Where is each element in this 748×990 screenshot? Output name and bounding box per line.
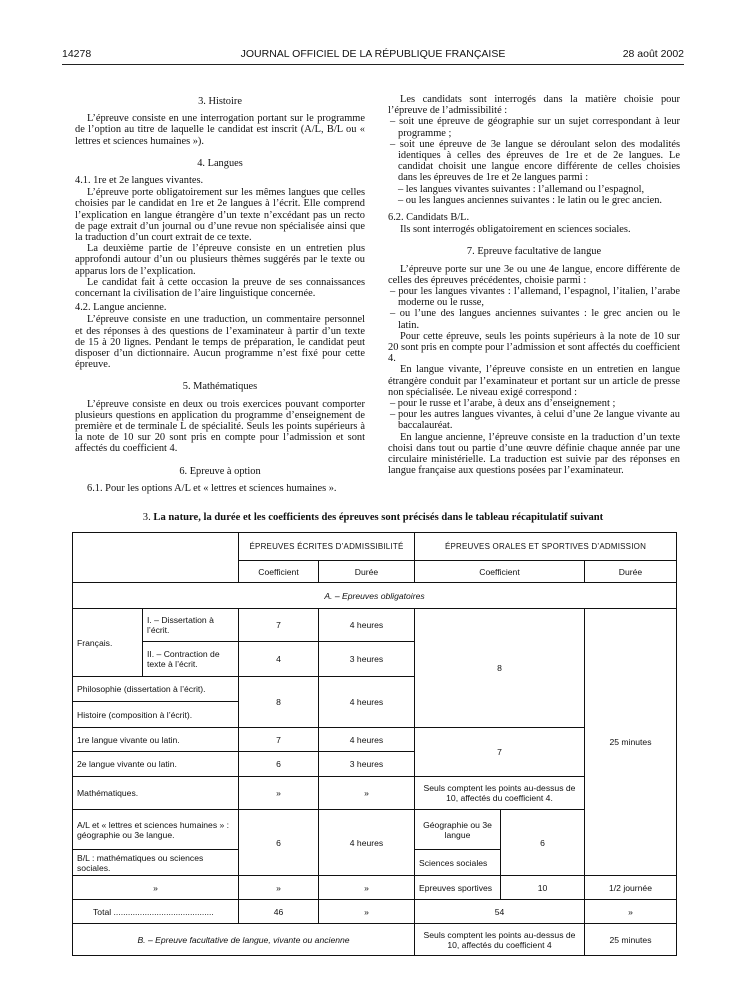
cell: Sciences sociales bbox=[415, 850, 501, 876]
cell: 25 minutes bbox=[585, 609, 677, 876]
list-item: – pour les langues vivantes : l’allemand, l’espagnol, l’italien, l’arabe moderne ou le russe, bbox=[390, 286, 680, 309]
header-rule bbox=[62, 64, 684, 65]
subsection-title: 4.1. 1re et 2e langues vivantes. bbox=[75, 175, 204, 187]
list-item: – ou l’une des langues anciennes suivantes : le grec ancien ou le latin. bbox=[390, 308, 680, 331]
row-label: 1re langue vivante ou latin. bbox=[73, 728, 239, 752]
list-item: – ou les langues anciennes suivantes : le latin ou le grec ancien. bbox=[398, 194, 663, 206]
subsection-title: 6.1. Pour les options A/L et « lettres et sciences humaines ». bbox=[87, 482, 337, 494]
right-column bbox=[388, 96, 680, 477]
header-duration: Durée bbox=[585, 561, 677, 583]
paragraph: L’épreuve consiste en une interrogation portant sur le programme de l’option au titre de laquelle le candidat est inscrit (A/L, B/L ou « lettres et sciences humaines »). bbox=[75, 113, 365, 147]
cell: 4 bbox=[239, 642, 319, 677]
caption-number: 3. bbox=[142, 512, 151, 523]
cell: 8 bbox=[415, 609, 585, 728]
cell: 7 bbox=[415, 728, 585, 777]
subsection-title: 6.2. Candidats B/L. bbox=[388, 212, 470, 224]
section-a-row: A. – Epreuves obligatoires bbox=[73, 583, 677, 609]
header-coefficient: Coefficient bbox=[415, 561, 585, 583]
caption-text: La nature, la durée et les coefficients des épreuves sont précisés dans le tableau récapitulatif suivant bbox=[153, 512, 604, 523]
cell: 6 bbox=[239, 752, 319, 777]
paragraph: En langue vivante, l’épreuve consiste en un entretien en langue étrangère conduit par l’examinateur et portant sur un article de presse non spécialisée. Le niveau exigé correspond : bbox=[388, 364, 680, 398]
cell: » bbox=[319, 900, 415, 924]
cell: 7 bbox=[239, 728, 319, 752]
cell: 4 heures bbox=[319, 728, 415, 752]
empty-header-cell bbox=[73, 533, 239, 583]
paragraph: L’épreuve porte obligatoirement sur les mêmes langues que celles choisies par le candidat en 1re et 2e langues à l’écrit. Elle comprend l’explication en langue étrangère d’un texte n’excédant pas un recto de page extrait d’un journal ou d’une revue non spécialisée ainsi que la traduction d’un court extrait de ce texte. bbox=[75, 187, 365, 244]
paragraph: Ils sont interrogés obligatoirement en sciences sociales. bbox=[400, 224, 631, 236]
cell: 4 heures bbox=[319, 810, 415, 876]
total-label: Total .......................................... bbox=[73, 900, 239, 924]
row-label: Philosophie (dissertation à l’écrit). bbox=[73, 677, 239, 702]
cell: » bbox=[239, 777, 319, 810]
cell: 4 heures bbox=[319, 677, 415, 728]
list-item: – les langues vivantes suivantes : l’allemand ou l’espagnol, bbox=[398, 183, 645, 195]
cell: » bbox=[239, 876, 319, 900]
header-duration: Durée bbox=[319, 561, 415, 583]
cell: 10 bbox=[501, 876, 585, 900]
journal-title: JOURNAL OFFICIEL DE LA RÉPUBLIQUE FRANÇAISE bbox=[240, 48, 506, 60]
cell: 54 bbox=[415, 900, 585, 924]
cell: 46 bbox=[239, 900, 319, 924]
cell: 6 bbox=[239, 810, 319, 876]
cell: » bbox=[73, 876, 239, 900]
cell: 3 heures bbox=[319, 752, 415, 777]
cell: 3 heures bbox=[319, 642, 415, 677]
row-label: B/L : mathématiques ou sciences sociales. bbox=[73, 850, 239, 876]
paragraph: L’épreuve consiste en deux ou trois exercices pouvant comporter plusieurs questions en application du programme d’enseignement de première et de terminale L de spécialité. Seuls les points supérieurs à la note de 10 sur 20 sont pris en compte pour l’admission et sont affectés du coefficient 4. bbox=[75, 398, 365, 455]
list-item: – soit une épreuve de géographie sur un sujet correspondant à leur programme ; bbox=[390, 116, 680, 139]
header-written: ÉPREUVES ÉCRITES D’ADMISSIBILITÉ bbox=[239, 533, 415, 561]
cell: 1/2 journée bbox=[585, 876, 677, 900]
cell: Géographie ou 3e langue bbox=[415, 810, 501, 850]
cell: » bbox=[319, 777, 415, 810]
section-title: 7. Epreuve facultative de langue bbox=[466, 246, 602, 258]
cell: 4 heures bbox=[319, 609, 415, 642]
cell: 6 bbox=[501, 810, 585, 876]
paragraph: Les candidats sont interrogés dans la matière choisie pour l’épreuve de l’admissibilité : bbox=[388, 94, 680, 117]
header-coefficient: Coefficient bbox=[239, 561, 319, 583]
cell: Epreuves sportives bbox=[415, 876, 501, 900]
section-title: 5. Mathématiques bbox=[182, 381, 258, 393]
page-number: 14278 bbox=[62, 48, 92, 60]
table-caption bbox=[62, 512, 684, 523]
page-header bbox=[62, 48, 684, 62]
cell: 8 bbox=[239, 677, 319, 728]
section-title: 3. Histoire bbox=[198, 96, 242, 107]
left-column bbox=[75, 96, 365, 494]
paragraph: L’épreuve consiste en une traduction, un commentaire personnel et des réponses à des questions de l’examinateur à partir d’un texte de 15 à 20 lignes. Pendant le temps de préparation, le candidat peut disposer d’un dictionnaire. Aucun programme n’est fixé pour cette épreuve. bbox=[75, 314, 365, 371]
cell: 7 bbox=[239, 609, 319, 642]
paragraph: Pour cette épreuve, seuls les points supérieurs à la note de 10 sur 20 sont pris en compte pour l’admission et sont affectés du coefficient 4. bbox=[388, 330, 680, 365]
cell: » bbox=[319, 876, 415, 900]
cell: 25 minutes bbox=[585, 924, 677, 956]
paragraph: La deuxième partie de l’épreuve consiste en un entretien plus approfondi autour d’un ou plusieurs thèmes suggérés par le texte ou apparus lors de l’explication. bbox=[75, 243, 365, 277]
row-label: Mathématiques. bbox=[73, 777, 239, 810]
list-item: – pour les autres langues vivantes, à celui d’une 2e langue vivante au baccalauréat. bbox=[390, 409, 680, 432]
cell: Seuls comptent les points au-dessus de 10, affectés du coefficient 4 bbox=[415, 924, 585, 956]
row-label: II. – Contraction de texte à l’écrit. bbox=[143, 642, 239, 677]
header-oral: ÉPREUVES ORALES ET SPORTIVES D’ADMISSION bbox=[415, 533, 677, 561]
section-title: 6. Epreuve à option bbox=[179, 465, 261, 477]
subsection-title: 4.2. Langue ancienne. bbox=[75, 302, 167, 314]
issue-date: 28 août 2002 bbox=[622, 48, 684, 60]
list-item: – pour le russe et l’arabe, à deux ans d’enseignement ; bbox=[390, 398, 616, 410]
row-label: A/L et « lettres et sciences humaines » : géographie ou 3e langue. bbox=[73, 810, 239, 850]
summary-table bbox=[72, 532, 677, 956]
paragraph: En langue ancienne, l’épreuve consiste en la traduction d’un texte choisi dans tout ou partie d’une œuvre définie chaque année par une circulaire ministérielle. La traduction est suivie par des réponses en langue française aux questions posées par l’examinateur. bbox=[388, 431, 680, 477]
cell: » bbox=[585, 900, 677, 924]
row-label: 2e langue vivante ou latin. bbox=[73, 752, 239, 777]
cell: Seuls comptent les points au-dessus de 10, affectés du coefficient 4. bbox=[415, 777, 585, 810]
section-b-row: B. – Epreuve facultative de langue, vivante ou ancienne bbox=[73, 924, 415, 956]
paragraph: L’épreuve porte sur une 3e ou une 4e langue, encore différente de celles des épreuves précédentes, choisie parmi : bbox=[388, 263, 680, 286]
row-label: Français. bbox=[73, 609, 143, 677]
paragraph: Le candidat fait à cette occasion la preuve de ses connaissances concernant la civilisation de l’aire linguistique concernée. bbox=[75, 276, 365, 300]
row-label: I. – Dissertation à l’écrit. bbox=[143, 609, 239, 642]
list-item: – soit une épreuve de 3e langue se déroulant selon des modalités identiques à celles des épreuves de 1re et de 2e langues. Le candidat choisit une langue encore différente de celles choisies dans les épreuves de 1re et 2e langues parmi : bbox=[390, 138, 680, 184]
section-title: 4. Langues bbox=[197, 157, 243, 169]
row-label: Histoire (composition à l’écrit). bbox=[73, 702, 239, 728]
